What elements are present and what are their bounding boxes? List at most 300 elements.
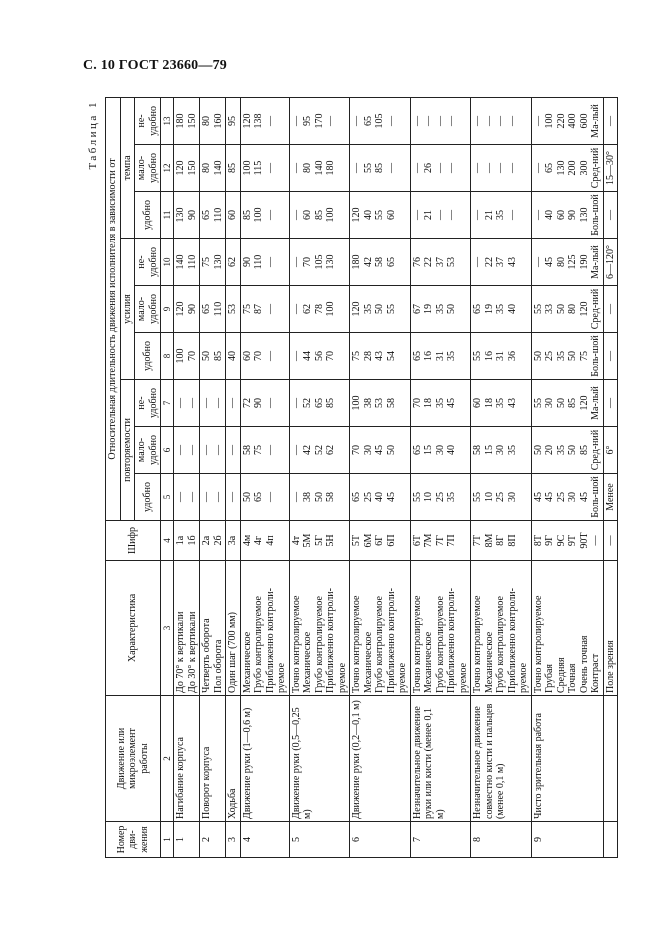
value-item: 45 xyxy=(446,398,457,408)
value-item: 120 xyxy=(351,301,362,317)
characteristic-item: Средняя xyxy=(555,657,567,693)
value-item: 31 xyxy=(434,351,446,361)
value-item: 38 xyxy=(362,398,374,408)
header-leaf: не- удобно xyxy=(135,97,161,144)
characteristic-item: Механическое xyxy=(362,631,374,693)
value-item: 95 xyxy=(227,115,238,126)
code-item: 6П xyxy=(385,534,397,547)
value-item: — xyxy=(351,163,362,173)
value-item: 50 xyxy=(313,492,325,502)
value-item: 130 xyxy=(212,254,224,270)
value-item: 53 xyxy=(446,257,457,267)
value-item: 190 xyxy=(578,254,590,270)
code-item: 8Г xyxy=(495,535,506,546)
value-item: — xyxy=(434,163,446,173)
value-item: 76 xyxy=(411,257,423,267)
characteristic-item: Приближенно контроли-руемое xyxy=(264,588,287,693)
value-item: 80 xyxy=(302,163,313,173)
value-item: — xyxy=(483,115,495,126)
row-characteristics xyxy=(350,561,411,696)
value-cell xyxy=(531,333,603,380)
value-item: 18 xyxy=(483,398,495,408)
value-item: 25 xyxy=(495,492,506,502)
characteristic-item: Пол оборота xyxy=(212,639,224,693)
code-item: 9С xyxy=(555,534,567,547)
value-cell xyxy=(410,380,471,427)
value-cell xyxy=(410,427,471,474)
value-item: 42 xyxy=(362,257,374,267)
value-item: 37 xyxy=(495,257,506,267)
value-item: 45 xyxy=(374,445,385,455)
value-cell xyxy=(350,145,411,192)
row-movement: Поворот корпуса xyxy=(200,696,226,822)
value-item: 60 xyxy=(555,210,567,220)
value-item: 60 xyxy=(227,210,238,220)
table-row xyxy=(350,97,411,857)
code-item: 7Г xyxy=(434,535,446,546)
value-item: Сред-ний xyxy=(590,288,601,330)
row-movement: Незначительное движение совместно кисти и пальцев (менее 0,1 м) xyxy=(471,696,532,822)
value-item: 40 xyxy=(362,210,374,220)
value-item: 85 xyxy=(227,163,238,173)
value-cell xyxy=(471,286,532,333)
characteristic-item: Приближенно контроли-руемое xyxy=(385,588,408,693)
value-item: 130 xyxy=(578,207,590,223)
value-item: Сред-ний xyxy=(590,147,601,189)
value-cell xyxy=(240,192,289,239)
row-codes xyxy=(471,521,532,561)
value-item: 35 xyxy=(434,304,446,314)
value-item: 55 xyxy=(532,304,544,314)
row-codes xyxy=(174,521,200,561)
value-item: 50 xyxy=(201,351,212,361)
row-codes xyxy=(603,521,618,561)
value-item: 30 xyxy=(506,492,518,502)
value-item: 100 xyxy=(544,113,555,129)
row-codes xyxy=(289,521,350,561)
characteristic-item: Грубая xyxy=(544,663,555,693)
header-leaf: мало- удобно xyxy=(135,427,161,474)
code-item: 5Н xyxy=(325,534,336,547)
value-item: 35 xyxy=(495,398,506,408)
value-item: 78 xyxy=(313,304,325,314)
value-item: — xyxy=(385,163,397,173)
value-item: 85 xyxy=(578,445,590,455)
value-item: 85 xyxy=(313,210,325,220)
value-item: 170 xyxy=(313,113,325,129)
value-cell xyxy=(350,192,411,239)
value-item: — xyxy=(532,163,544,173)
row-characteristics xyxy=(410,561,471,696)
value-item: 85 xyxy=(325,398,336,408)
value-item: 53 xyxy=(227,304,238,314)
column-number: 7 xyxy=(161,380,174,427)
value-cell xyxy=(226,192,241,239)
value-cell xyxy=(174,474,200,521)
value-item: — xyxy=(201,398,212,408)
row-number: 8 xyxy=(471,822,532,858)
value-item: — xyxy=(495,115,506,126)
value-item: 30 xyxy=(362,445,374,455)
value-item: 25 xyxy=(544,351,555,361)
characteristic-item: Приближенно контроли-руемое xyxy=(506,588,529,693)
value-cell xyxy=(531,97,603,144)
data-table xyxy=(105,97,618,858)
value-item: 22 xyxy=(423,257,434,267)
row-number: 4 xyxy=(240,822,289,858)
characteristic-item: Точно контролируемое xyxy=(532,595,544,693)
characteristic-item: Механическое xyxy=(302,631,313,693)
column-number: 11 xyxy=(161,192,174,239)
characteristic-item: Один шаг (700 мм) xyxy=(227,612,238,693)
value-item: — xyxy=(411,210,423,220)
value-item: 35 xyxy=(434,398,446,408)
value-cell xyxy=(350,380,411,427)
value-cell xyxy=(174,380,200,427)
characteristic-item: Механическое xyxy=(483,631,495,693)
value-item: 30 xyxy=(544,398,555,408)
code-item: 7М xyxy=(423,533,434,548)
value-item: — xyxy=(290,163,302,173)
value-item: — xyxy=(227,492,238,502)
value-item: Боль-шой xyxy=(590,335,601,377)
value-item: — xyxy=(212,492,224,502)
row-codes xyxy=(240,521,289,561)
value-item: 90 xyxy=(567,210,578,220)
value-item: — xyxy=(264,210,276,220)
value-cell xyxy=(226,97,241,144)
value-item: 65 xyxy=(362,115,374,126)
value-item: 50 xyxy=(555,304,567,314)
value-item: 120 xyxy=(175,160,186,176)
value-item: 53 xyxy=(374,398,385,408)
value-item: — xyxy=(212,398,224,408)
value-item: — xyxy=(264,492,276,502)
header-subgroup: темпа xyxy=(120,97,135,238)
row-movement: Ходьба xyxy=(226,696,241,822)
value-item: — xyxy=(212,445,224,455)
value-item: 40 xyxy=(227,351,238,361)
value-item: 200 xyxy=(567,160,578,176)
value-cell xyxy=(603,239,618,286)
value-cell xyxy=(226,427,241,474)
value-item: — xyxy=(201,492,212,502)
value-item: 55 xyxy=(472,351,483,361)
value-cell xyxy=(471,474,532,521)
value-item: — xyxy=(506,115,518,126)
rotated-table-area xyxy=(85,98,616,858)
code-item: 90Т xyxy=(578,532,590,549)
value-item: 70 xyxy=(351,445,362,455)
code-item: 5Г xyxy=(313,535,325,546)
table-row xyxy=(471,97,532,857)
value-item: 55 xyxy=(374,210,385,220)
characteristic-item: Механическое xyxy=(423,631,434,693)
value-item: 65 xyxy=(544,163,555,173)
value-cell xyxy=(200,286,226,333)
value-cell xyxy=(226,145,241,192)
value-item: — xyxy=(175,492,186,502)
header-characteristic: Характеристика xyxy=(106,561,161,696)
value-cell xyxy=(240,380,289,427)
value-item: 30 xyxy=(495,445,506,455)
value-item: — xyxy=(264,398,276,408)
value-item: 115 xyxy=(253,160,264,176)
code-item: — xyxy=(604,535,616,546)
value-item: — xyxy=(175,445,186,455)
code-item: 2а xyxy=(201,535,212,546)
value-item: 50 xyxy=(567,351,578,361)
value-item: — xyxy=(472,115,483,126)
value-item: 40 xyxy=(374,492,385,502)
value-item: 138 xyxy=(253,113,264,129)
row-movement: Движение руки (0,5—0,25 м) xyxy=(289,696,350,822)
value-item: — xyxy=(385,115,397,126)
value-item: 180 xyxy=(351,254,362,270)
value-item: 70 xyxy=(325,351,336,361)
value-cell xyxy=(531,239,603,286)
characteristic-item: Грубо контролируемое xyxy=(495,596,506,693)
value-item: — xyxy=(290,210,302,220)
value-item: 90 xyxy=(186,210,198,220)
code-item: 7П xyxy=(446,534,457,547)
column-number: 10 xyxy=(161,239,174,286)
value-cell xyxy=(289,427,350,474)
value-item: 40 xyxy=(544,210,555,220)
value-item: 58 xyxy=(374,257,385,267)
characteristic-item: Контраст xyxy=(590,653,601,693)
characteristic-item: Очень точная xyxy=(578,635,590,693)
value-item: 22 xyxy=(483,257,495,267)
header-number: Номер дви- жения xyxy=(106,822,161,858)
value-item: 16 xyxy=(423,351,434,361)
value-item: 31 xyxy=(495,351,506,361)
value-item: — xyxy=(290,115,302,126)
value-item: — xyxy=(446,210,457,220)
value-item: 120 xyxy=(241,113,253,129)
value-item: — xyxy=(604,304,616,314)
value-item: 10 xyxy=(423,492,434,502)
header-leaf: удобно xyxy=(135,474,161,521)
value-item: 600 xyxy=(578,113,590,129)
value-item: — xyxy=(434,115,446,126)
value-item: 95 xyxy=(302,115,313,126)
row-number: 2 xyxy=(200,822,226,858)
value-item: 6—120° xyxy=(604,245,616,279)
value-item: — xyxy=(472,210,483,220)
value-item: 50 xyxy=(532,351,544,361)
value-item: 10 xyxy=(483,492,495,502)
value-item: 25 xyxy=(434,492,446,502)
value-item: 70 xyxy=(411,398,423,408)
value-cell xyxy=(603,380,618,427)
column-number: 13 xyxy=(161,97,174,144)
value-item: 75 xyxy=(578,351,590,361)
value-item: 21 xyxy=(483,210,495,220)
value-item: 54 xyxy=(385,351,397,361)
row-characteristics xyxy=(531,561,603,696)
value-item: — xyxy=(201,445,212,455)
header-subgroup: усилия xyxy=(120,239,135,380)
value-cell xyxy=(350,427,411,474)
code-item: 6М xyxy=(362,533,374,548)
value-item: — xyxy=(604,398,616,408)
value-item: 110 xyxy=(212,301,224,317)
value-cell xyxy=(289,286,350,333)
value-item: 58 xyxy=(385,398,397,408)
value-item: 65 xyxy=(411,351,423,361)
value-item: 65 xyxy=(351,492,362,502)
value-item: 400 xyxy=(567,113,578,129)
value-item: — xyxy=(411,115,423,126)
row-codes xyxy=(531,521,603,561)
value-cell xyxy=(240,97,289,144)
value-item: — xyxy=(446,163,457,173)
value-item: 180 xyxy=(175,113,186,129)
value-item: 50 xyxy=(385,445,397,455)
value-cell xyxy=(174,97,200,144)
value-item: 75 xyxy=(241,304,253,314)
value-item: — xyxy=(532,115,544,126)
value-item: — xyxy=(325,115,336,126)
header-leaf: мало- удобно xyxy=(135,145,161,192)
value-item: 75 xyxy=(201,257,212,267)
value-cell xyxy=(226,380,241,427)
value-item: Боль-шой xyxy=(590,476,601,518)
value-item: 140 xyxy=(175,254,186,270)
value-item: 90 xyxy=(186,304,198,314)
value-item: — xyxy=(434,210,446,220)
value-item: 100 xyxy=(253,207,264,223)
value-item: 80 xyxy=(567,304,578,314)
value-item: 70 xyxy=(186,351,198,361)
value-item: 80 xyxy=(201,115,212,126)
value-cell xyxy=(174,239,200,286)
value-item: 120 xyxy=(175,301,186,317)
code-item: 5М xyxy=(302,533,313,548)
row-number: 1 xyxy=(174,822,200,858)
value-item: 60 xyxy=(472,398,483,408)
value-item: 100 xyxy=(241,160,253,176)
value-item: 55 xyxy=(362,163,374,173)
code-item: 4п xyxy=(264,535,276,546)
table-label: Таблица 1 xyxy=(87,100,99,170)
row-characteristics xyxy=(603,561,618,696)
value-item: 55 xyxy=(385,304,397,314)
value-cell xyxy=(240,286,289,333)
value-cell xyxy=(410,286,471,333)
row-characteristics xyxy=(471,561,532,696)
value-cell xyxy=(289,239,350,286)
value-item: — xyxy=(423,115,434,126)
value-item: 62 xyxy=(302,304,313,314)
row-number: 5 xyxy=(289,822,350,858)
value-item: 62 xyxy=(325,445,336,455)
row-movement: Движение руки (1—0,6 м) xyxy=(240,696,289,822)
code-item: 8М xyxy=(483,533,495,548)
value-item: — xyxy=(532,257,544,267)
row-characteristics xyxy=(174,561,200,696)
value-item: 26 xyxy=(423,163,434,173)
value-item: 35 xyxy=(495,210,506,220)
value-cell xyxy=(603,192,618,239)
value-item: 120 xyxy=(578,301,590,317)
value-item: 50 xyxy=(532,445,544,455)
value-cell xyxy=(471,380,532,427)
characteristic-item: Грубо контролируемое xyxy=(253,596,264,693)
value-item: 120 xyxy=(351,207,362,223)
value-item: 70 xyxy=(253,351,264,361)
code-item: 6Т xyxy=(411,534,423,547)
value-cell xyxy=(410,145,471,192)
value-item: 56 xyxy=(313,351,325,361)
value-item: — xyxy=(264,257,276,267)
table-row xyxy=(410,97,471,857)
row-movement: Чисто зрительная работа xyxy=(531,696,603,822)
value-item: 85 xyxy=(567,398,578,408)
row-codes xyxy=(410,521,471,561)
value-item: 15—30° xyxy=(604,151,616,185)
value-item: 67 xyxy=(411,304,423,314)
row-characteristics xyxy=(240,561,289,696)
characteristic-item: Грубо контролируемое xyxy=(434,596,446,693)
code-item: 4г xyxy=(253,535,264,546)
characteristic-item: Механическое xyxy=(241,631,253,693)
value-cell xyxy=(603,474,618,521)
value-cell xyxy=(226,333,241,380)
value-item: 50 xyxy=(446,304,457,314)
value-cell xyxy=(289,145,350,192)
value-item: 58 xyxy=(472,445,483,455)
value-item: — xyxy=(351,115,362,126)
code-item: 9Т xyxy=(567,534,578,547)
value-cell xyxy=(226,239,241,286)
characteristic-item: До 70° к вертикали xyxy=(175,611,186,693)
value-cell xyxy=(410,333,471,380)
column-number: 12 xyxy=(161,145,174,192)
value-item: — xyxy=(227,398,238,408)
value-item: 62 xyxy=(227,257,238,267)
value-item: 35 xyxy=(446,492,457,502)
characteristic-item: Четверть оборота xyxy=(201,618,212,693)
value-item: 85 xyxy=(212,351,224,361)
value-item: 180 xyxy=(325,160,336,176)
value-cell xyxy=(471,97,532,144)
value-item: — xyxy=(483,163,495,173)
value-cell xyxy=(471,333,532,380)
value-cell xyxy=(200,474,226,521)
value-item: 50 xyxy=(567,445,578,455)
value-item: 45 xyxy=(578,492,590,502)
value-cell xyxy=(603,427,618,474)
value-item: 43 xyxy=(374,351,385,361)
value-item: 140 xyxy=(212,160,224,176)
value-item: 35 xyxy=(506,445,518,455)
value-cell xyxy=(603,145,618,192)
value-item: 25 xyxy=(555,492,567,502)
value-item: 50 xyxy=(374,304,385,314)
value-cell xyxy=(174,145,200,192)
value-cell xyxy=(350,286,411,333)
value-item: 33 xyxy=(544,304,555,314)
page-header: С. 10 ГОСТ 23660—79 xyxy=(83,58,227,73)
characteristic-item: Точно контролируемое xyxy=(290,595,302,693)
value-item: — xyxy=(290,492,302,502)
value-item: 15 xyxy=(423,445,434,455)
value-item: 50 xyxy=(241,492,253,502)
value-item: 55 xyxy=(472,492,483,502)
value-item: Ма-лый xyxy=(590,104,601,138)
